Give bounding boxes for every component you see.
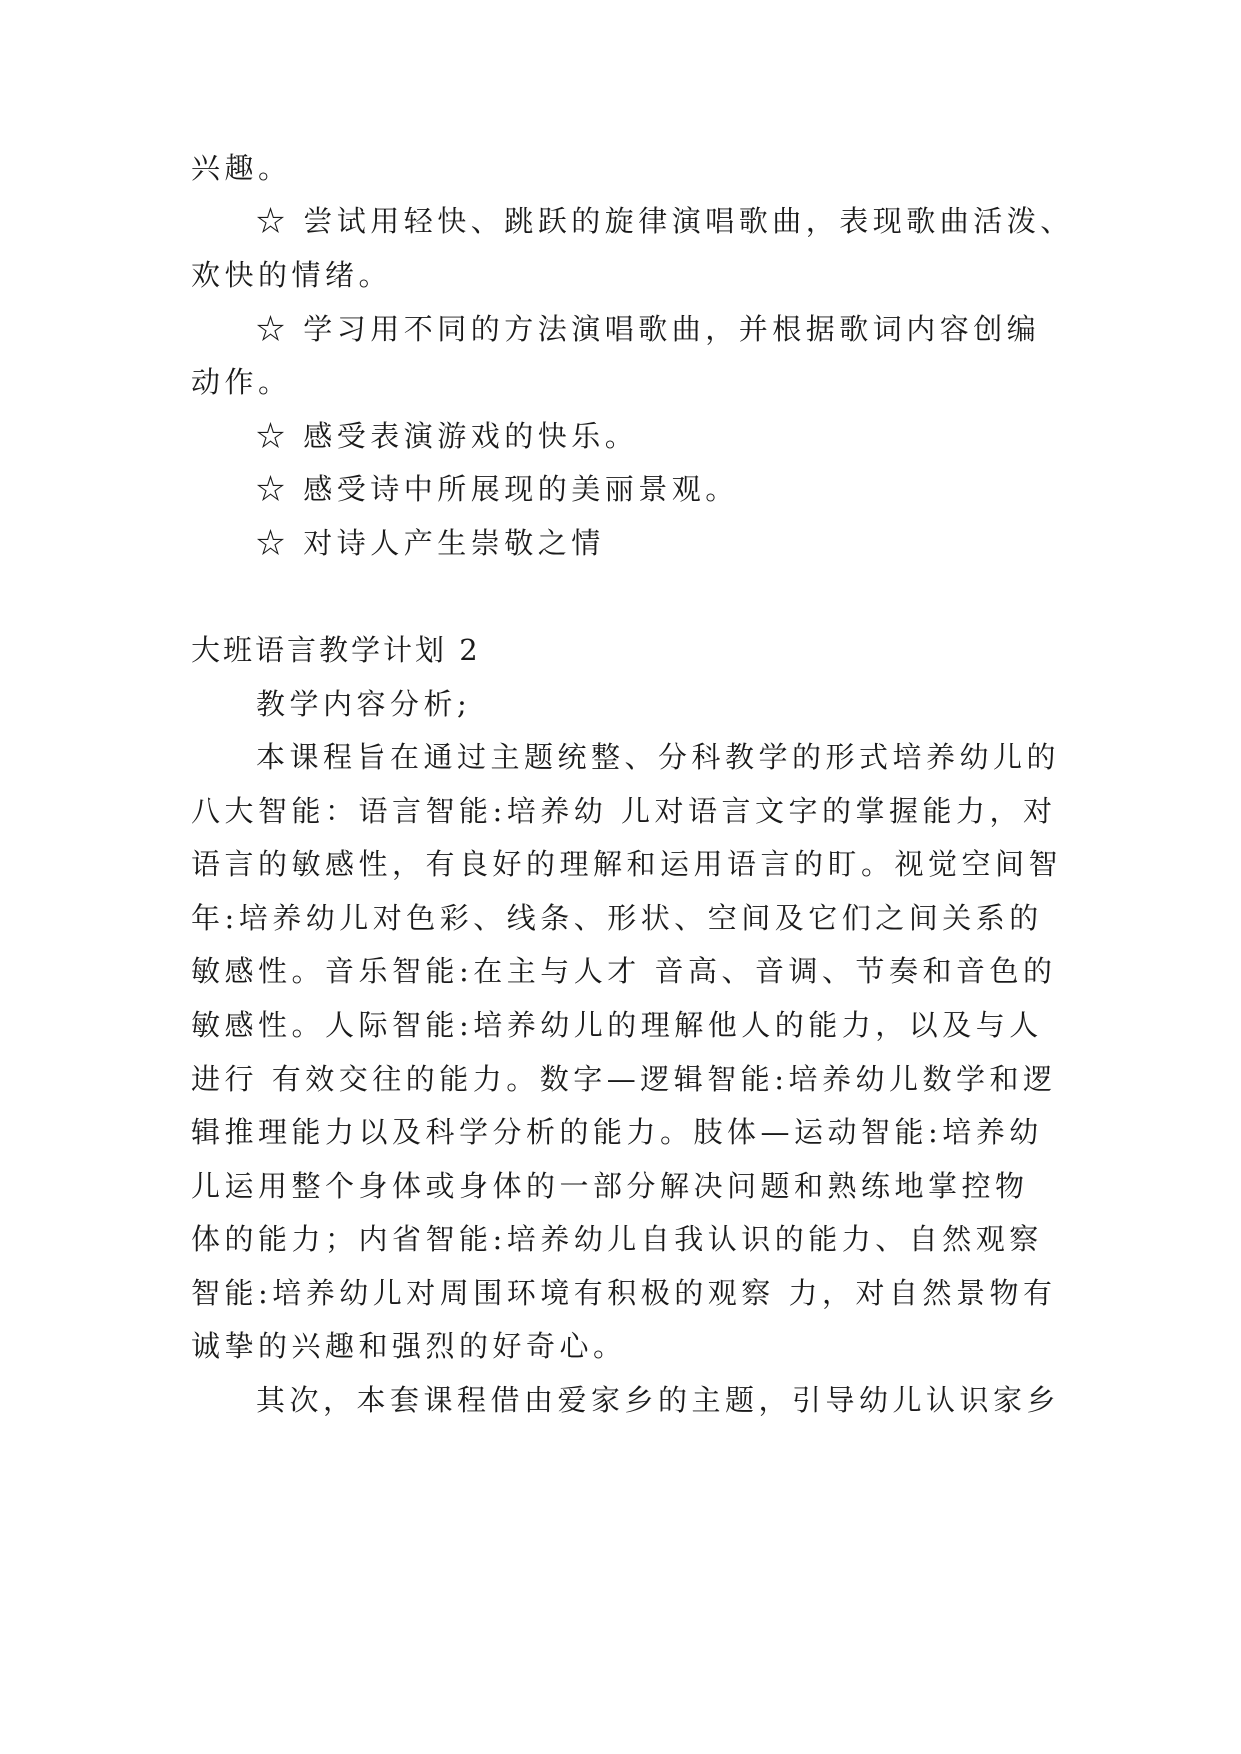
paragraph-line: 年:培养幼儿对色彩、线条、形状、空间及它们之间关系的 [191,901,1043,935]
paragraph-line: 进行 有效交往的能力。数字—逻辑智能:培养幼儿数学和逻 [191,1062,1057,1096]
paragraph-line: 诚挚的兴趣和强烈的好奇心。 [191,1329,627,1363]
body-text-line: 欢快的情绪。 [191,258,393,292]
paragraph-line: 智能:培养幼儿对周围环境有积极的观察 力，对自然景物有 [191,1276,1057,1310]
objective-item: ☆ 感受表演游戏的快乐。 [256,419,639,453]
paragraph-line: 本课程旨在通过主题统整、分科教学的形式培养幼儿的 [256,740,1061,774]
paragraph-line: 辑推理能力以及科学分析的能力。肢体—运动智能:培养幼 [191,1115,1043,1149]
subheading: 教学内容分析; [256,687,472,721]
objective-item: ☆ 学习用不同的方法演唱歌曲，并根据歌词内容创编 [256,312,1041,346]
paragraph-line: 语言的敏感性，有良好的理解和运用语言的盯。视觉空间智 [191,847,1063,881]
paragraph-line: 体的能力；内省智能:培养幼儿自我认识的能力、自然观察 [191,1222,1043,1256]
objective-item: ☆ 感受诗中所展现的美丽景观。 [256,472,739,506]
paragraph-line: 儿运用整个身体或身体的一部分解决问题和熟练地掌控物 [191,1169,1029,1203]
objective-item: ☆ 对诗人产生崇敬之情 [256,526,605,560]
body-text-line: 动作。 [191,365,292,399]
paragraph-line: 八大智能：语言智能:培养幼 儿对语言文字的掌握能力，对 [191,794,1057,828]
paragraph-line: 其次，本套课程借由爱家乡的主题，引导幼儿认识家乡 [256,1383,1061,1417]
objective-item: ☆ 尝试用轻快、跳跃的旋律演唱歌曲，表现歌曲活泼、 [256,204,1074,238]
paragraph-line: 敏感性。人际智能:培养幼儿的理解他人的能力，以及与人 [191,1008,1043,1042]
body-text-line: 兴趣。 [191,151,292,185]
section-heading: 大班语言教学计划 2 [191,633,481,667]
paragraph-line: 敏感性。音乐智能:在主与人才 音高、音调、节奏和音色的 [191,954,1057,988]
